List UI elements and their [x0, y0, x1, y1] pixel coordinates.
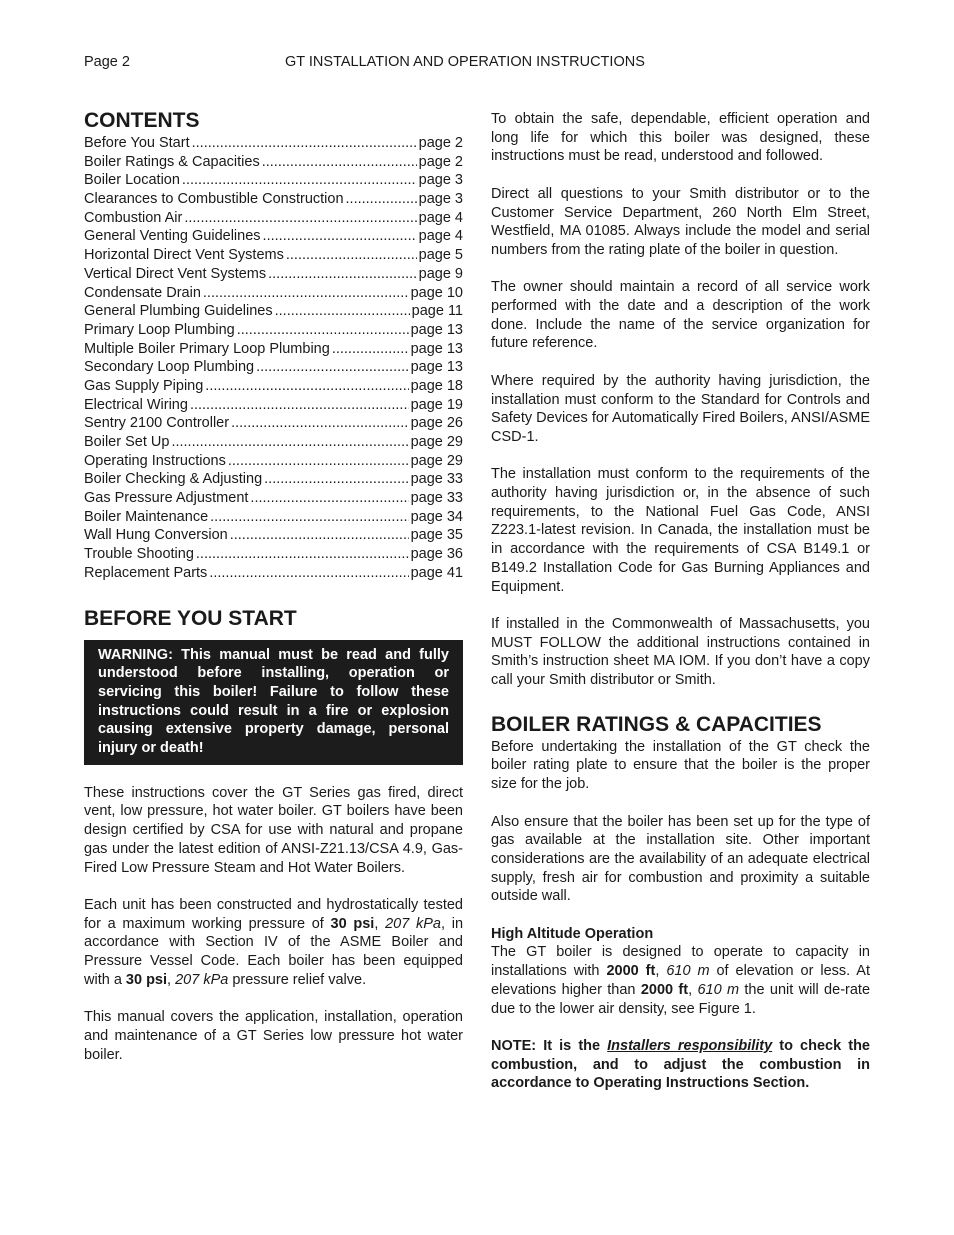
italic-value: 610 m	[697, 981, 740, 998]
toc-item-page: page 29	[410, 434, 463, 450]
csd1-paragraph: Where required by the authority having jurisdiction, the installation must conform to the Standard for Controls and Safety Devices for Automatically Fired Boilers, ANSI/ASME CSD-1.	[491, 372, 870, 445]
toc-item-page: page 5	[418, 247, 463, 264]
contact-paragraph: Direct all questions to your Smith distributor or to the Customer Service Department, 260 North Elm Street, Westfield, MA 01085. Always include the model and serial numbers from the rating plate of the boiler in question.	[491, 185, 870, 258]
toc-leader-dots	[184, 209, 416, 228]
text-run: the unit will de-rate due to the lower air density, see Figure 1.	[491, 981, 871, 1017]
toc-item	[84, 489, 463, 508]
text-run: ,	[688, 981, 698, 998]
toc-item-page: page 34	[410, 508, 463, 525]
high-altitude-heading: High Altitude Operation	[491, 925, 654, 942]
text-run: ,	[374, 915, 386, 932]
bold-value: 2000 ft	[640, 981, 689, 998]
toc-item	[84, 470, 463, 489]
toc-item-title: Horizontal Direct Vent Systems	[84, 247, 284, 264]
toc-leader-dots	[182, 171, 417, 190]
toc-item-page: page 13	[410, 321, 463, 338]
toc-item-title: Boiler Set Up	[84, 434, 170, 450]
toc-leader-dots	[203, 284, 409, 303]
toc-item	[84, 209, 463, 228]
ratings-paragraph-2: Also ensure that the boiler has been set up for the type of gas available at the installation site. Other important considerations are the availability of an adequate electrical supply, fresh air for combustion and proximity a suitable outside wall.	[491, 813, 870, 905]
text-run: Each unit has been constructed and hydrostatically tested for a maximum working pressure of	[84, 896, 463, 932]
toc-item-page: page 36	[410, 546, 463, 563]
right-column	[491, 110, 870, 1093]
toc-item-title: Combustion Air	[84, 209, 183, 226]
warning-box: WARNING: This manual must be read and fully understood before installing, operation or servicing this boiler! Failure to follow these instructions could result in a fire or explosion causing extensive property damage, personal injury or death!	[84, 640, 463, 765]
toc-item-title: Primary Loop Plumbing	[84, 321, 235, 338]
toc-leader-dots	[171, 433, 408, 452]
toc-leader-dots	[230, 526, 409, 545]
toc-item-page: page 3	[418, 172, 463, 189]
toc-item-page: page 33	[410, 471, 463, 488]
toc-item	[84, 302, 463, 321]
toc-item	[84, 396, 463, 415]
toc-leader-dots	[264, 470, 408, 489]
toc-item-title: Operating Instructions	[84, 452, 226, 469]
coverage-paragraph: This manual covers the application, installation, operation and maintenance of a GT Series low pressure hot water boiler.	[84, 1009, 463, 1063]
toc-item	[84, 508, 463, 527]
toc-item-title: Boiler Ratings & Capacities	[84, 153, 260, 170]
toc-item	[84, 414, 463, 433]
toc-item-page: page 9	[418, 265, 463, 282]
toc-item	[84, 153, 463, 172]
toc-item-title: Trouble Shooting	[84, 546, 194, 563]
toc-leader-dots	[205, 377, 408, 396]
toc-leader-dots	[346, 190, 417, 209]
toc-leader-dots	[263, 227, 417, 246]
toc-leader-dots	[231, 414, 409, 433]
toc-leader-dots	[228, 452, 409, 471]
text-run: ,	[655, 963, 667, 980]
toc-item-page: page 11	[411, 303, 463, 320]
installer-note	[491, 1037, 870, 1093]
toc-item-title: Sentry 2100 Controller	[84, 415, 230, 432]
toc-item-page: page 10	[410, 284, 463, 301]
text-run: pressure relief valve.	[228, 971, 367, 988]
toc-item-title: Secondary Loop Plumbing	[84, 359, 255, 376]
toc-item-title: Gas Supply Piping	[84, 377, 204, 394]
toc-leader-dots	[268, 265, 417, 284]
toc-item-page: page 19	[410, 396, 463, 413]
toc-item	[84, 340, 463, 359]
text-run: of elevation or less. At elevations higher than	[491, 963, 871, 998]
toc-item-page: page 18	[410, 377, 463, 394]
toc-item-title: Clearances to Combustible Construction	[84, 191, 344, 208]
table-of-contents	[84, 134, 463, 583]
toc-item-title: Vertical Direct Vent Systems	[84, 265, 267, 282]
toc-leader-dots	[250, 489, 408, 508]
toc-leader-dots	[210, 508, 408, 527]
text-run: , in accordance with Section IV of the ASME Boiler and Pressure Vessel Code. Each boiler has been equipped with a	[84, 915, 464, 988]
ratings-paragraph-1: Before undertaking the installation of the GT check the boiler rating plate to ensure that the boiler is the proper size for the job.	[491, 738, 870, 793]
toc-item-title: Gas Pressure Adjustment	[84, 490, 249, 507]
italic-value: 207 kPa	[385, 915, 441, 932]
toc-item-page: page 29	[410, 452, 463, 469]
text-run: ,	[167, 971, 176, 988]
contents-heading: CONTENTS	[84, 109, 200, 132]
bold-value: 2000 ft	[606, 963, 656, 980]
toc-leader-dots	[192, 134, 417, 153]
toc-item	[84, 358, 463, 377]
toc-item	[84, 564, 463, 583]
toc-leader-dots	[286, 246, 417, 265]
toc-item-title: Boiler Maintenance	[84, 508, 209, 525]
text-run: The GT boiler is designed to operate to capacity in installations with	[491, 944, 870, 980]
toc-item	[84, 452, 463, 471]
toc-item-title: Before You Start	[84, 135, 190, 151]
toc-leader-dots	[332, 340, 409, 359]
toc-leader-dots	[190, 396, 409, 415]
toc-item-page: page 4	[418, 209, 463, 226]
page-number: Page 2	[84, 54, 130, 70]
toc-item	[84, 284, 463, 303]
toc-item	[84, 227, 463, 246]
toc-item	[84, 246, 463, 265]
massachusetts-paragraph: If installed in the Commonwealth of Massachusetts, you MUST FOLLOW the additional instructions contained in Smith’s instruction sheet MA IOM. If you don’t have a copy call your Smith distributor or Smith.	[491, 615, 870, 689]
toc-item-page: page 4	[418, 228, 463, 245]
italic-value: 207 kPa	[175, 971, 229, 988]
toc-item-title: Boiler Checking & Adjusting	[84, 471, 263, 488]
toc-item-title: Boiler Location	[84, 172, 180, 189]
toc-leader-dots	[256, 358, 408, 377]
bold-value: 30 psi	[330, 915, 375, 932]
toc-leader-dots	[237, 321, 409, 340]
service-record-paragraph: The owner should maintain a record of all service work performed with the date and a description of the work done. Include the name of the service organization for future reference.	[491, 279, 870, 352]
intro-paragraph: These instructions cover the GT Series gas fired, direct vent, low pressure, hot water boiler. GT boilers have been design certified by CSA for use with natural and propane gas under the latest edition of ANSI-Z21.13/CSA 4.9, Gas-Fired Low Pressure Steam and Hot Water Boilers.	[84, 784, 463, 876]
code-paragraph: The installation must conform to the requirements of the authority having jurisdiction or, in the absence of such requirements, to the National Fuel Gas Code, ANSI Z223.1-latest revision. In Canada, the installation must be in accordance with the requirements of CSA B149.1 or B149.2 Installation Code for Gas Burning Appliances and Equipment.	[491, 466, 870, 595]
toc-item-page: page 41	[410, 564, 463, 581]
toc-leader-dots	[275, 302, 410, 321]
bold-value: 30 psi	[125, 971, 168, 988]
toc-item-page: page 2	[418, 135, 463, 151]
toc-item-page: page 33	[410, 490, 463, 507]
toc-item	[84, 134, 463, 153]
toc-item	[84, 526, 463, 545]
toc-item-title: Multiple Boiler Primary Loop Plumbing	[84, 340, 330, 357]
left-column	[84, 108, 463, 1064]
toc-item-title: General Plumbing Guidelines	[84, 303, 273, 320]
document-title: GT INSTALLATION AND OPERATION INSTRUCTIONS	[285, 54, 645, 70]
toc-item	[84, 265, 463, 284]
toc-item-page: page 2	[418, 153, 463, 170]
toc-leader-dots	[196, 545, 409, 564]
toc-item-title: Wall Hung Conversion	[84, 527, 228, 544]
before-you-start-heading: BEFORE YOU START	[84, 606, 297, 630]
safety-paragraph: To obtain the safe, dependable, efficient operation and long life for which this boiler was designed, these instructions must be read, understood and followed.	[491, 111, 870, 165]
toc-leader-dots	[262, 153, 417, 172]
toc-item-page: page 35	[410, 527, 463, 544]
toc-item	[84, 321, 463, 340]
toc-item	[84, 433, 463, 452]
pressure-paragraph	[84, 896, 463, 990]
toc-item-title: Replacement Parts	[84, 564, 208, 581]
toc-leader-dots	[209, 564, 408, 583]
ratings-heading: BOILER RATINGS & CAPACITIES	[491, 712, 822, 736]
italic-value: 610 m	[666, 963, 710, 980]
toc-item-title: Electrical Wiring	[84, 396, 188, 413]
toc-item-page: page 13	[410, 340, 463, 357]
text-run: NOTE: It is the	[491, 1037, 608, 1054]
toc-item-page: page 3	[418, 191, 463, 208]
toc-item	[84, 545, 463, 564]
text-run: to check the combustion, and to adjust the combustion in accordance to Operating Instructions Section.	[491, 1037, 870, 1092]
underlined-phrase: Installers responsibility	[607, 1037, 773, 1054]
toc-item	[84, 190, 463, 209]
toc-item-title: Condensate Drain	[84, 284, 201, 301]
toc-item	[84, 171, 463, 190]
toc-item	[84, 377, 463, 396]
high-altitude-paragraph	[491, 943, 870, 1018]
toc-item-page: page 13	[410, 359, 463, 376]
toc-item-page: page 26	[410, 415, 463, 432]
toc-item-title: General Venting Guidelines	[84, 228, 261, 245]
